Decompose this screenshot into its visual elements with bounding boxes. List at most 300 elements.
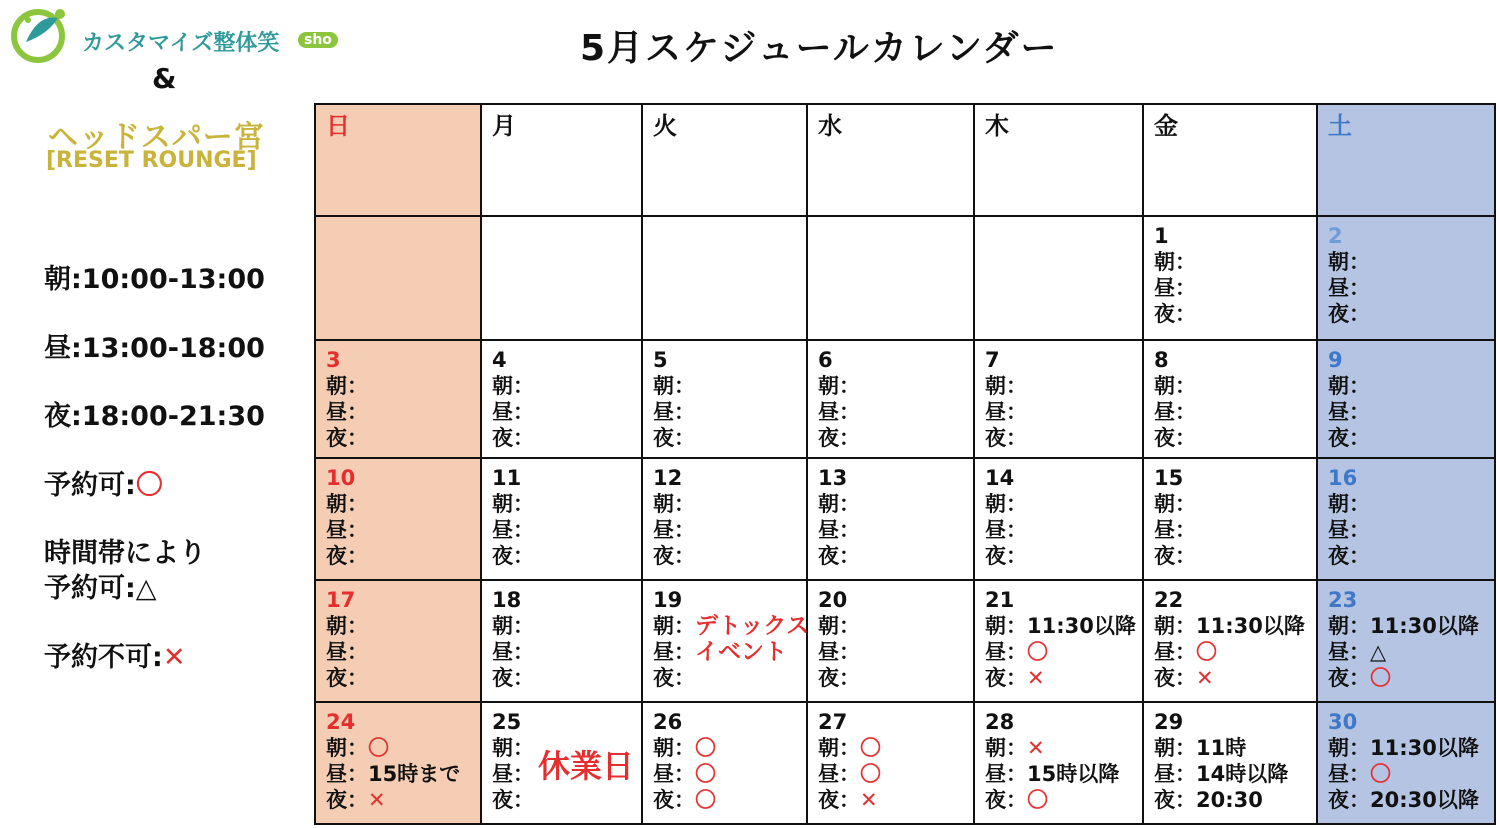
slot-label: 夜 <box>1328 666 1349 690</box>
slot-label: 夜 <box>1154 302 1175 326</box>
day-cell <box>315 216 481 340</box>
slot-colon: ： <box>839 614 860 638</box>
slot-colon: ： <box>1175 302 1196 326</box>
slot-value: 11時 <box>1196 736 1247 760</box>
slot-label: 夜 <box>653 544 674 568</box>
slot-colon: ： <box>1349 544 1370 568</box>
slot-label: 朝 <box>1154 250 1175 274</box>
slot-night <box>1154 665 1306 691</box>
week-row <box>315 702 1495 824</box>
slot-morning <box>1328 613 1484 639</box>
slot-colon: ： <box>839 374 860 398</box>
slot-value: 〇 <box>1027 640 1048 664</box>
slot-colon: ： <box>1006 788 1027 812</box>
slot-colon: ： <box>674 492 695 516</box>
slot-label: 朝 <box>1154 736 1175 760</box>
weekday-tue: 火 <box>642 104 807 216</box>
closed-label: 休業日 <box>538 747 635 785</box>
day-cell <box>481 458 642 580</box>
slot-colon: ： <box>1006 614 1027 638</box>
slot-value: ✕ <box>1027 736 1045 760</box>
day-number: 24 <box>326 710 356 734</box>
day-cell <box>1317 702 1495 824</box>
slot-night <box>1154 425 1306 451</box>
slot-value: 20:30 <box>1196 788 1263 812</box>
slot-colon: ： <box>347 640 368 664</box>
slot-value: △ <box>1370 640 1387 664</box>
slot-noon <box>653 761 796 787</box>
slot-value: ✕ <box>1027 666 1045 690</box>
ampersand: & <box>152 62 177 95</box>
slot-label: 昼 <box>1328 518 1349 542</box>
day-number: 4 <box>492 348 507 372</box>
day-cell <box>1143 340 1317 458</box>
slot-label: 昼 <box>326 640 347 664</box>
slot-colon: ： <box>513 614 534 638</box>
slot-label: 朝 <box>653 736 674 760</box>
slot-morning <box>985 735 1132 761</box>
slot-noon <box>1328 517 1484 543</box>
day-cell <box>481 702 642 824</box>
slot-colon: ： <box>674 544 695 568</box>
legend-available <box>44 469 163 503</box>
slot-value: 11:30以降 <box>1370 614 1479 638</box>
slot-morning <box>653 491 796 517</box>
day-number: 14 <box>985 466 1015 490</box>
day-number: 1 <box>1154 224 1169 248</box>
slot-label: 昼 <box>1154 518 1175 542</box>
slot-colon: ： <box>513 666 534 690</box>
day-number: 20 <box>818 588 848 612</box>
slot-morning <box>1154 373 1306 399</box>
slot-colon: ： <box>1349 666 1370 690</box>
slot-label: 夜 <box>326 544 347 568</box>
slot-night <box>653 543 796 569</box>
slot-colon: ： <box>1349 250 1370 274</box>
slot-colon: ： <box>839 666 860 690</box>
slot-night <box>818 665 963 691</box>
slot-label: 夜 <box>1154 426 1175 450</box>
day-number: 5 <box>653 348 668 372</box>
day-number: 10 <box>326 466 356 490</box>
slot-noon <box>985 517 1132 543</box>
slot-colon: ： <box>347 374 368 398</box>
slot-label: 朝 <box>1328 250 1349 274</box>
slot-label: 朝 <box>1328 492 1349 516</box>
slot-night <box>1328 543 1484 569</box>
slot-colon: ： <box>347 736 368 760</box>
slot-value: ✕ <box>368 788 386 812</box>
slot-noon <box>492 639 631 665</box>
slot-label: 朝 <box>653 614 674 638</box>
slot-label: 夜 <box>1328 302 1349 326</box>
day-cell <box>974 702 1143 824</box>
slot-morning <box>1154 491 1306 517</box>
slot-night <box>492 787 631 813</box>
slot-morning <box>326 735 470 761</box>
slot-noon <box>326 517 470 543</box>
day-cell <box>974 340 1143 458</box>
slot-morning <box>818 735 963 761</box>
slot-night <box>492 543 631 569</box>
day-cell <box>642 580 810 702</box>
day-number: 13 <box>818 466 848 490</box>
day-cell <box>642 340 807 458</box>
weekday-sat: 土 <box>1317 104 1495 216</box>
slot-colon: ： <box>674 518 695 542</box>
slot-colon: ： <box>674 614 695 638</box>
slot-colon: ： <box>513 762 534 786</box>
slot-noon <box>985 639 1132 665</box>
day-number: 9 <box>1328 348 1343 372</box>
slot-colon: ： <box>839 762 860 786</box>
slot-label: 夜 <box>653 788 674 812</box>
slot-morning <box>326 491 470 517</box>
slot-value: デトックス <box>695 613 810 639</box>
slot-colon: ： <box>347 400 368 424</box>
slot-value: 〇 <box>368 736 389 760</box>
slot-colon: ： <box>674 762 695 786</box>
slot-label: 夜 <box>818 788 839 812</box>
slot-noon <box>985 399 1132 425</box>
slot-colon: ： <box>1006 666 1027 690</box>
day-number: 12 <box>653 466 683 490</box>
slot-value: 14時以降 <box>1196 762 1289 786</box>
legend-unavailable <box>44 641 185 675</box>
slot-label: 昼 <box>1328 640 1349 664</box>
day-cell <box>642 702 807 824</box>
slot-colon: ： <box>674 640 695 664</box>
slot-colon: ： <box>513 374 534 398</box>
day-cell <box>481 580 642 702</box>
slot-value: 15時以降 <box>1027 762 1120 786</box>
slot-colon: ： <box>674 666 695 690</box>
slot-morning <box>1154 613 1306 639</box>
slot-label: 夜 <box>985 666 1006 690</box>
slot-label: 夜 <box>326 788 347 812</box>
slot-label: 朝 <box>653 492 674 516</box>
day-cell <box>807 702 974 824</box>
slot-label: 昼 <box>1328 400 1349 424</box>
day-cell <box>974 216 1143 340</box>
spa-name: ヘッドスパー宮 <box>48 120 265 155</box>
slot-label: 夜 <box>1154 788 1175 812</box>
logo-badge: sho <box>298 32 338 48</box>
slot-colon: ： <box>347 762 368 786</box>
slot-colon: ： <box>839 736 860 760</box>
slot-colon: ： <box>839 492 860 516</box>
day-cell <box>807 216 974 340</box>
slot-morning <box>985 373 1132 399</box>
slot-morning <box>1328 249 1484 275</box>
slot-label: 昼 <box>1154 640 1175 664</box>
slot-morning <box>492 373 631 399</box>
slot-colon: ： <box>1006 374 1027 398</box>
slot-noon <box>653 517 796 543</box>
slot-label: 朝 <box>985 736 1006 760</box>
slot-night <box>1154 543 1306 569</box>
slot-label: 夜 <box>653 666 674 690</box>
slot-label: 朝 <box>1154 614 1175 638</box>
slot-value: 〇 <box>1196 640 1217 664</box>
slot-noon <box>1328 639 1484 665</box>
slot-night <box>326 787 470 813</box>
slot-label: 朝 <box>326 374 347 398</box>
legend-partial-1: 時間帯により <box>44 538 206 569</box>
slot-label: 昼 <box>653 640 674 664</box>
slot-noon <box>985 761 1132 787</box>
slot-label: 昼 <box>1328 762 1349 786</box>
slot-colon: ： <box>1006 736 1027 760</box>
legend-label: 予約可: <box>44 470 136 501</box>
day-number: 3 <box>326 348 341 372</box>
day-cell <box>807 458 974 580</box>
slot-colon: ： <box>1175 666 1196 690</box>
slot-value: 〇 <box>1027 788 1048 812</box>
slot-label: 朝 <box>326 492 347 516</box>
slot-colon: ： <box>513 400 534 424</box>
day-number: 21 <box>985 588 1015 612</box>
day-cell <box>315 702 481 824</box>
slot-colon: ： <box>1175 426 1196 450</box>
day-number: 17 <box>326 588 356 612</box>
weekday-header-row <box>315 104 1495 216</box>
slot-value: 11:30以降 <box>1370 736 1479 760</box>
slot-label: 朝 <box>492 614 513 638</box>
slot-label: 夜 <box>653 426 674 450</box>
slot-colon: ： <box>1349 276 1370 300</box>
legend-partial-2: 予約可:△ <box>44 573 157 604</box>
slot-label: 夜 <box>985 426 1006 450</box>
slot-label: 夜 <box>492 666 513 690</box>
slot-morning <box>653 373 796 399</box>
slot-label: 夜 <box>492 426 513 450</box>
day-cell <box>807 340 974 458</box>
slot-noon <box>326 761 470 787</box>
slot-night <box>1328 425 1484 451</box>
slot-label: 昼 <box>653 518 674 542</box>
slot-noon <box>1154 399 1306 425</box>
slot-value: 15時まで <box>368 762 461 786</box>
slot-colon: ： <box>513 518 534 542</box>
day-cell <box>315 458 481 580</box>
slot-morning <box>653 735 796 761</box>
day-cell <box>1317 580 1495 702</box>
slot-label: 昼 <box>492 762 513 786</box>
slot-label: 朝 <box>492 736 513 760</box>
slot-night <box>818 543 963 569</box>
slot-night <box>653 665 796 691</box>
slot-colon: ： <box>1175 640 1196 664</box>
slot-label: 夜 <box>818 544 839 568</box>
slot-night <box>985 665 1132 691</box>
slot-label: 夜 <box>985 788 1006 812</box>
slot-night <box>1328 301 1484 327</box>
slot-label: 朝 <box>1328 736 1349 760</box>
day-number: 15 <box>1154 466 1184 490</box>
slot-label: 夜 <box>1328 426 1349 450</box>
weekday-wed: 水 <box>807 104 974 216</box>
slot-colon: ： <box>674 426 695 450</box>
slot-colon: ： <box>513 544 534 568</box>
slot-colon: ： <box>839 400 860 424</box>
slot-label: 昼 <box>326 400 347 424</box>
slot-night <box>326 543 470 569</box>
slot-morning <box>492 491 631 517</box>
day-number: 25 <box>492 710 522 734</box>
slot-colon: ： <box>674 400 695 424</box>
slot-value: 〇 <box>695 762 716 786</box>
day-number: 16 <box>1328 466 1358 490</box>
slot-night <box>492 425 631 451</box>
slot-night <box>492 665 631 691</box>
slot-morning <box>985 613 1136 639</box>
slot-colon: ： <box>1006 544 1027 568</box>
day-cell <box>1317 340 1495 458</box>
slot-night <box>1154 787 1306 813</box>
slot-label: 朝 <box>1328 374 1349 398</box>
day-cell <box>642 216 807 340</box>
slot-label: 夜 <box>326 426 347 450</box>
slot-noon <box>653 639 796 665</box>
slot-value: 11:30以降 <box>1027 614 1136 638</box>
slot-morning <box>492 613 631 639</box>
slot-night <box>326 425 470 451</box>
slot-label: 夜 <box>818 666 839 690</box>
slot-label: 朝 <box>1154 492 1175 516</box>
slot-value: 〇 <box>695 736 716 760</box>
weekday-thu: 木 <box>974 104 1143 216</box>
slot-label: 朝 <box>1154 374 1175 398</box>
slot-label: 朝 <box>492 492 513 516</box>
day-cell <box>1143 216 1317 340</box>
slot-colon: ： <box>1006 640 1027 664</box>
slot-label: 夜 <box>492 788 513 812</box>
day-cell <box>642 458 807 580</box>
weekday-sun: 日 <box>315 104 481 216</box>
slot-label: 夜 <box>1154 544 1175 568</box>
slot-colon: ： <box>674 374 695 398</box>
slot-label: 朝 <box>985 374 1006 398</box>
slot-label: 昼 <box>1154 762 1175 786</box>
slot-label: 昼 <box>653 400 674 424</box>
slot-night <box>818 787 963 813</box>
slot-noon <box>818 399 963 425</box>
week-row <box>315 216 1495 340</box>
logo-text: カスタマイズ整体笑 <box>82 31 280 56</box>
weekday-mon: 月 <box>481 104 642 216</box>
slot-colon: ： <box>839 426 860 450</box>
slot-noon <box>326 639 470 665</box>
week-row <box>315 458 1495 580</box>
slot-noon <box>1154 639 1306 665</box>
day-number: 6 <box>818 348 833 372</box>
slot-colon: ： <box>513 788 534 812</box>
slot-label: 昼 <box>1328 276 1349 300</box>
slot-morning <box>653 613 810 639</box>
legend-night: 夜:18:00-21:30 <box>44 401 265 432</box>
slot-noon <box>818 517 963 543</box>
slot-morning <box>1328 373 1484 399</box>
slot-label: 昼 <box>985 400 1006 424</box>
day-number: 26 <box>653 710 683 734</box>
slot-colon: ： <box>513 736 534 760</box>
slot-value: 〇 <box>695 788 716 812</box>
slot-noon <box>1154 517 1306 543</box>
slot-label: 夜 <box>1328 544 1349 568</box>
slot-label: 夜 <box>818 426 839 450</box>
slot-label: 昼 <box>492 518 513 542</box>
week-row <box>315 580 1495 702</box>
slot-colon: ： <box>1349 762 1370 786</box>
slot-noon <box>326 399 470 425</box>
day-number: 23 <box>1328 588 1358 612</box>
slot-colon: ： <box>1349 492 1370 516</box>
slot-colon: ： <box>513 640 534 664</box>
slot-morning <box>1328 491 1484 517</box>
day-cell <box>1143 702 1317 824</box>
spa-subname: [RESET ROUNGE] <box>46 148 257 173</box>
day-cell <box>1317 216 1495 340</box>
slot-colon: ： <box>1349 302 1370 326</box>
slot-value: 〇 <box>860 736 881 760</box>
legend-mark: ✕ <box>162 642 186 673</box>
slot-label: 朝 <box>818 492 839 516</box>
legend-available-text <box>44 470 163 501</box>
slot-colon: ： <box>347 788 368 812</box>
slot-label: 朝 <box>326 614 347 638</box>
slot-label: 夜 <box>985 544 1006 568</box>
slot-noon <box>818 761 963 787</box>
slot-label: 朝 <box>818 736 839 760</box>
slot-colon: ： <box>347 426 368 450</box>
slot-night <box>1328 787 1484 813</box>
slot-night <box>326 665 470 691</box>
slot-night <box>818 425 963 451</box>
day-number: 11 <box>492 466 522 490</box>
slot-value: 20:30以降 <box>1370 788 1479 812</box>
slot-label: 夜 <box>1154 666 1175 690</box>
slot-colon: ： <box>1349 788 1370 812</box>
slot-morning <box>1154 735 1306 761</box>
day-cell <box>481 216 642 340</box>
day-cell <box>974 458 1143 580</box>
day-number: 19 <box>653 588 683 612</box>
slot-colon: ： <box>1175 736 1196 760</box>
slot-morning <box>326 373 470 399</box>
slot-colon: ： <box>1349 374 1370 398</box>
slot-label: 昼 <box>326 518 347 542</box>
slot-label: 朝 <box>985 614 1006 638</box>
slot-label: 昼 <box>818 640 839 664</box>
day-cell <box>315 340 481 458</box>
slot-colon: ： <box>1349 614 1370 638</box>
week-row <box>315 340 1495 458</box>
slot-label: 昼 <box>818 400 839 424</box>
page-title: 5月スケジュールカレンダー <box>580 28 1059 69</box>
legend-mark: 〇 <box>135 470 163 501</box>
slot-colon: ： <box>1006 518 1027 542</box>
slot-morning <box>985 491 1132 517</box>
slot-colon: ： <box>513 492 534 516</box>
weekday-fri: 金 <box>1143 104 1317 216</box>
slot-noon <box>492 517 631 543</box>
slot-colon: ： <box>1175 544 1196 568</box>
slot-label: 昼 <box>985 640 1006 664</box>
slot-colon: ： <box>1349 640 1370 664</box>
slot-colon: ： <box>1349 426 1370 450</box>
slot-label: 朝 <box>326 736 347 760</box>
